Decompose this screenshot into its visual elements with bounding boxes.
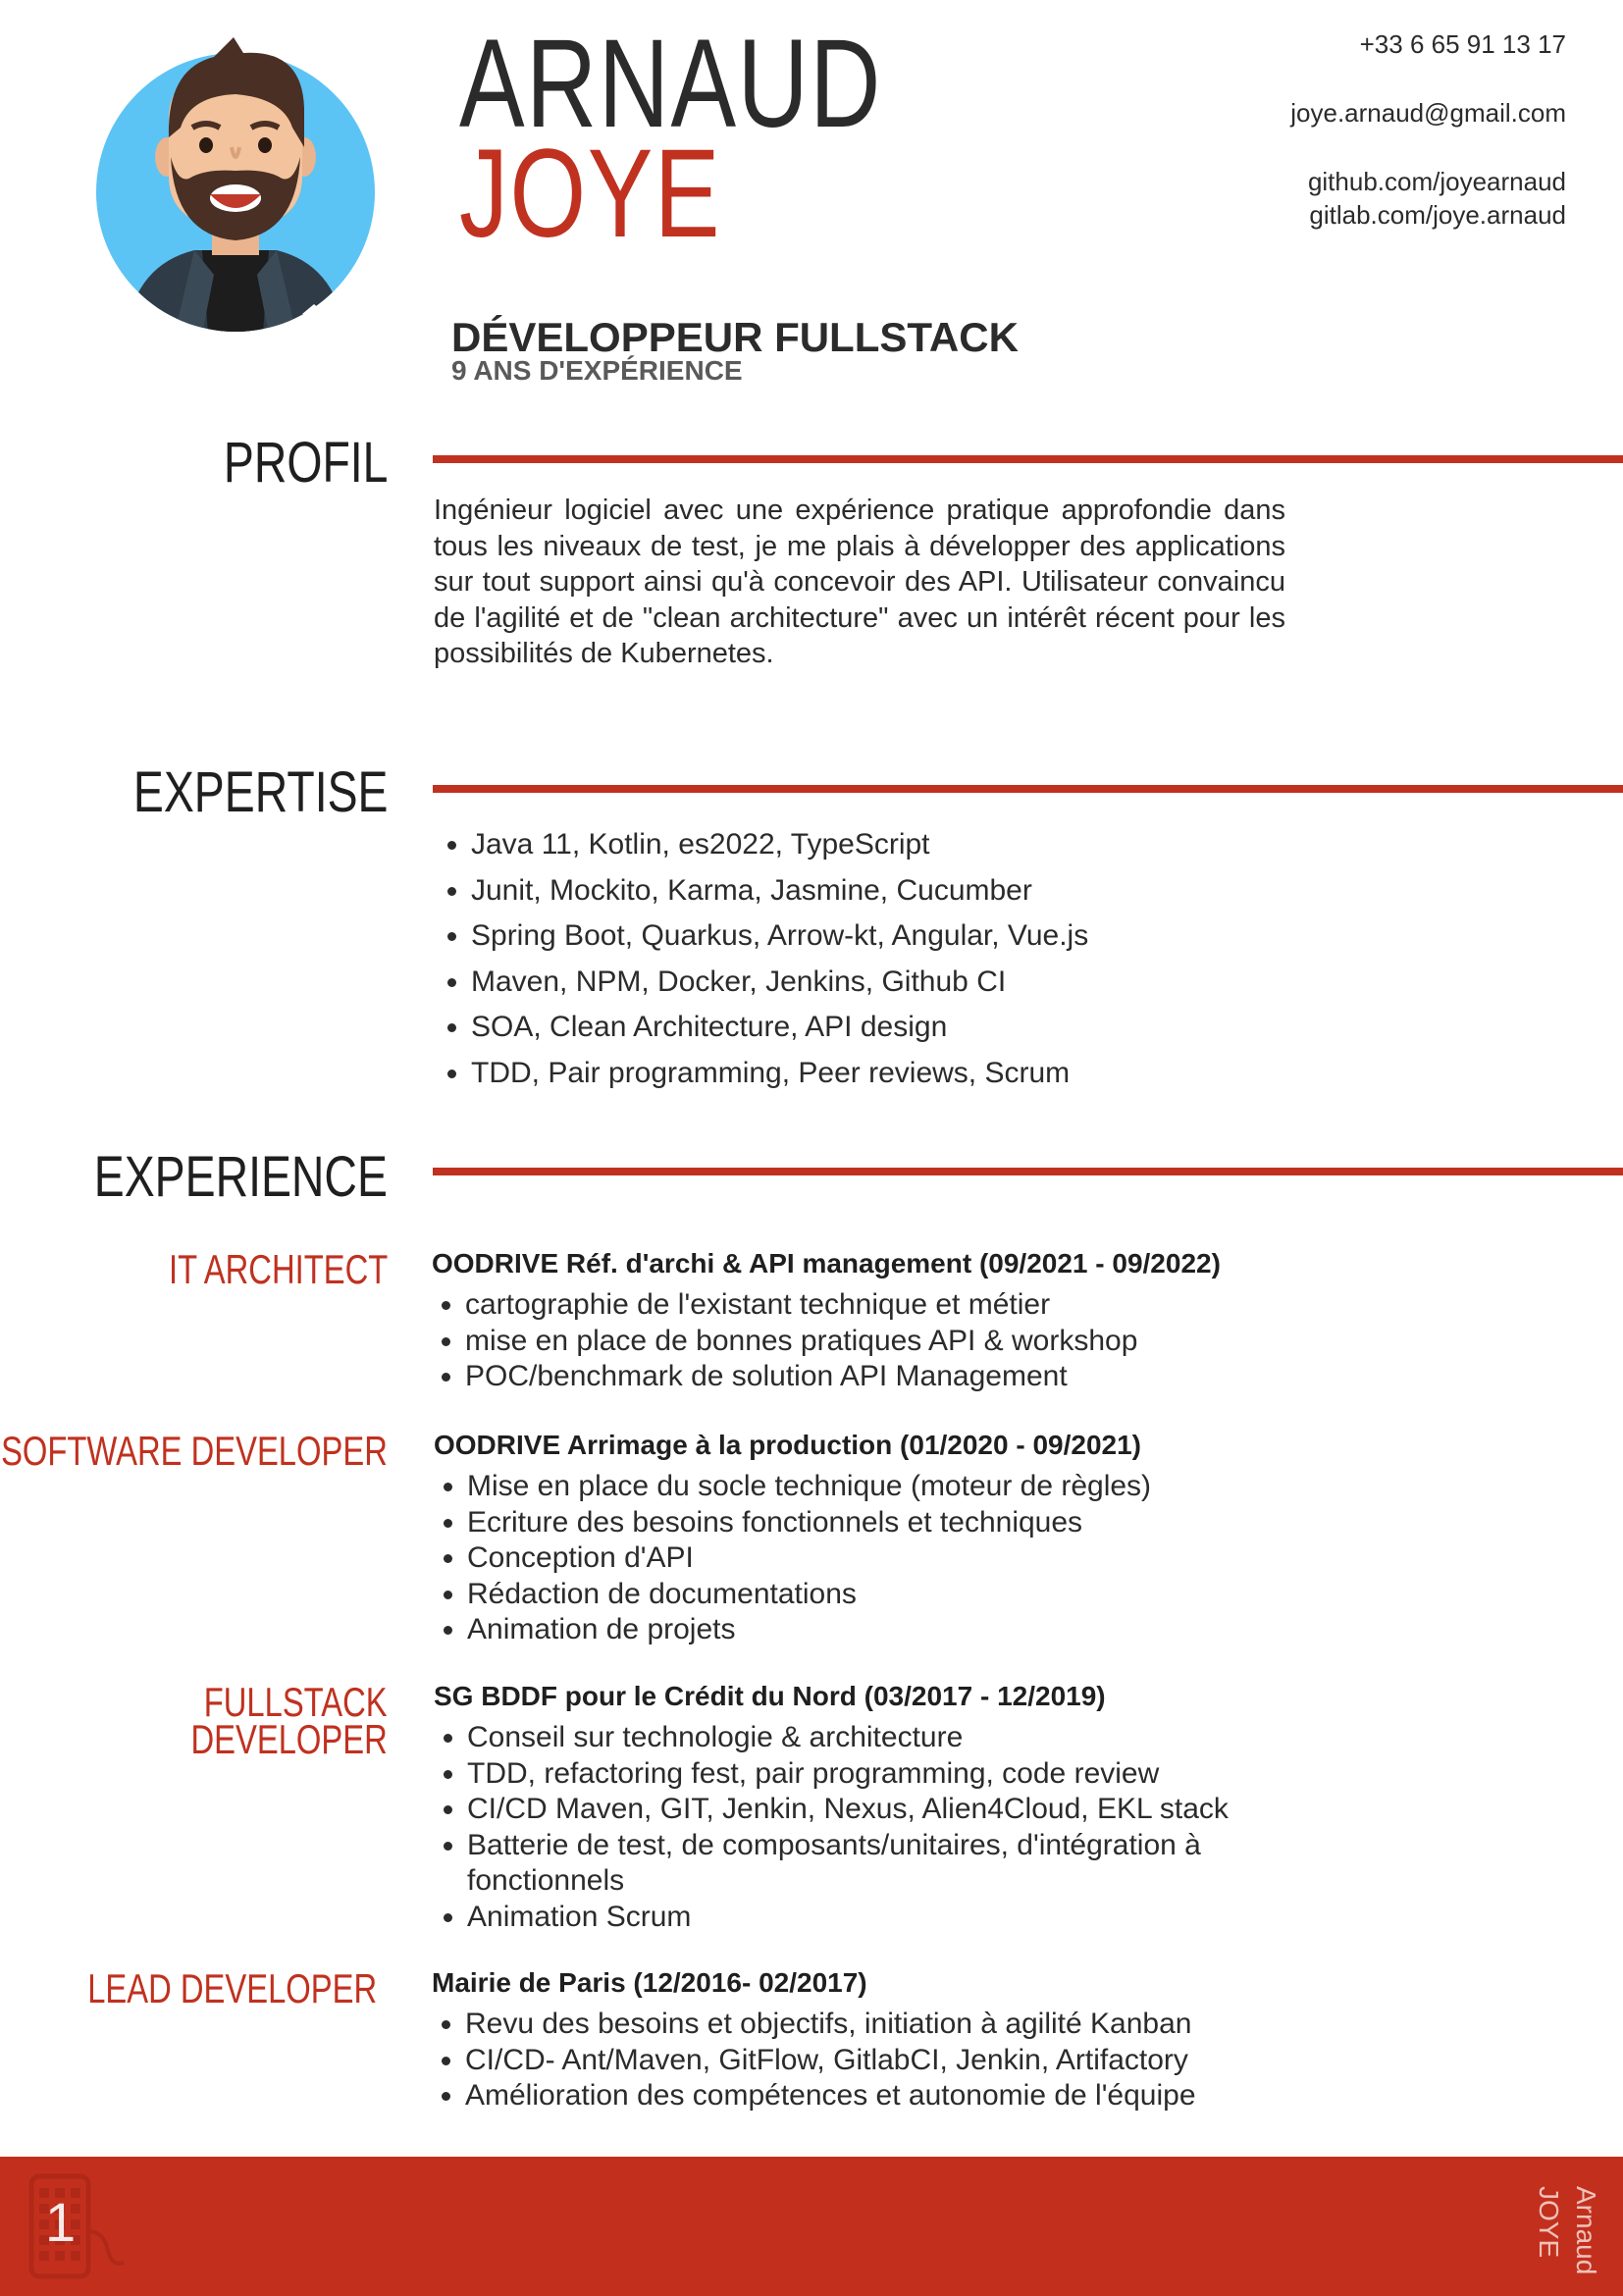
expertise-list bbox=[434, 822, 1354, 1096]
job-title: DÉVELOPPEUR FULLSTACK bbox=[451, 314, 1019, 360]
email-link[interactable]: joye.arnaud@gmail.com bbox=[1290, 98, 1566, 128]
list-item: • Conseil sur technologie & architecture bbox=[467, 1720, 1331, 1756]
list-item: • Java 11, Kotlin, es2022, TypeScript bbox=[471, 822, 1354, 868]
phone-icon bbox=[26, 2172, 133, 2280]
list-item: • CI/CD Maven, GIT, Jenkin, Nexus, Alien4Cloud, EKL stack bbox=[467, 1792, 1331, 1828]
job-task-list bbox=[432, 2007, 1329, 2114]
list-item: • Spring Boot, Quarkus, Arrow-kt, Angular, Vue.js bbox=[471, 913, 1354, 960]
profile-text: Ingénieur logiciel avec une expérience pratique approfondie dans tous les niveaux de test, je me plais à développer des applications sur tout support ainsi qu'à concevoir des API. Utilisateur convaincu de l'agilité et de "clean architecture" avec un intérêt récent pour les possibilités de Kubernetes. bbox=[434, 495, 1285, 669]
list-item: • CI/CD- Ant/Maven, GitFlow, GitlabCI, Jenkin, Artifactory bbox=[465, 2043, 1329, 2079]
list-item: • Revu des besoins et objectifs, initiation à agilité Kanban bbox=[465, 2007, 1329, 2043]
job-task-list bbox=[434, 1469, 1331, 1648]
list-item: • Animation Scrum bbox=[467, 1900, 1331, 1936]
list-item: • TDD, Pair programming, Peer reviews, Scrum bbox=[471, 1051, 1354, 1097]
list-item: • TDD, refactoring fest, pair programming, code review bbox=[467, 1756, 1331, 1793]
job-heading: OODRIVE Réf. d'archi & API management (09/2021 - 09/2022) bbox=[432, 1248, 1221, 1278]
list-item: • Animation de projets bbox=[467, 1612, 1331, 1648]
last-name: JOYE bbox=[459, 124, 722, 264]
job-heading: Mairie de Paris (12/2016- 02/2017) bbox=[432, 1967, 867, 1998]
list-item: • Ecriture des besoins fonctionnels et techniques bbox=[467, 1505, 1331, 1541]
job-heading: OODRIVE Arrimage à la production (01/2020 - 09/2021) bbox=[434, 1430, 1141, 1460]
footer-side-last-name: JOYE bbox=[1534, 2186, 1564, 2259]
job-role: IT ARCHITECT bbox=[168, 1246, 388, 1292]
job-subtitle: 9 ANS D'EXPÉRIENCE bbox=[451, 355, 743, 386]
footer-bar bbox=[0, 2157, 1623, 2296]
job-role: FULLSTACK bbox=[204, 1679, 388, 1725]
list-item: • Rédaction de documentations bbox=[467, 1577, 1331, 1613]
job-task-list bbox=[434, 1720, 1331, 1935]
list-item: • mise en place de bonnes pratiques API & workshop bbox=[465, 1324, 1329, 1360]
expertise-heading: EXPERTISE bbox=[132, 760, 388, 824]
job-heading: SG BDDF pour le Crédit du Nord (03/2017 - 12/2019) bbox=[434, 1681, 1106, 1711]
list-item: • Batterie de test, de composants/unitaires, d'intégration à fonctionnels bbox=[467, 1828, 1331, 1900]
gitlab-link[interactable]: gitlab.com/joye.arnaud bbox=[1309, 200, 1566, 230]
job-role: DEVELOPER bbox=[190, 1716, 388, 1762]
job-role: SOFTWARE DEVELOPER bbox=[1, 1428, 388, 1474]
job-task-list bbox=[432, 1287, 1329, 1395]
list-item: • Conception d'API bbox=[467, 1540, 1331, 1577]
avatar bbox=[96, 29, 375, 334]
phone-number[interactable]: +33 6 65 91 13 17 bbox=[1359, 29, 1566, 59]
list-item: • SOA, Clean Architecture, API design bbox=[471, 1005, 1354, 1051]
profile-rule bbox=[433, 455, 1623, 463]
profile-heading: PROFIL bbox=[223, 431, 388, 495]
footer-side-first-name: Arnaud bbox=[1571, 2186, 1601, 2275]
github-link[interactable]: github.com/joyearnaud bbox=[1307, 167, 1566, 196]
list-item: • cartographie de l'existant technique et métier bbox=[465, 1287, 1329, 1324]
list-item: • Junit, Mockito, Karma, Jasmine, Cucumber bbox=[471, 868, 1354, 914]
first-name: ARNAUD bbox=[459, 14, 882, 154]
page-number: 1 bbox=[45, 2191, 77, 2253]
expertise-rule bbox=[433, 785, 1623, 793]
list-item: • Mise en place du socle technique (moteur de règles) bbox=[467, 1469, 1331, 1505]
experience-heading: EXPERIENCE bbox=[93, 1145, 388, 1209]
list-item: • Amélioration des compétences et autonomie de l'équipe bbox=[465, 2078, 1329, 2114]
experience-rule bbox=[433, 1168, 1623, 1175]
job-role: LEAD DEVELOPER bbox=[87, 1965, 377, 2011]
list-item: • Maven, NPM, Docker, Jenkins, Github CI bbox=[471, 960, 1354, 1006]
list-item: • POC/benchmark de solution API Management bbox=[465, 1359, 1329, 1395]
